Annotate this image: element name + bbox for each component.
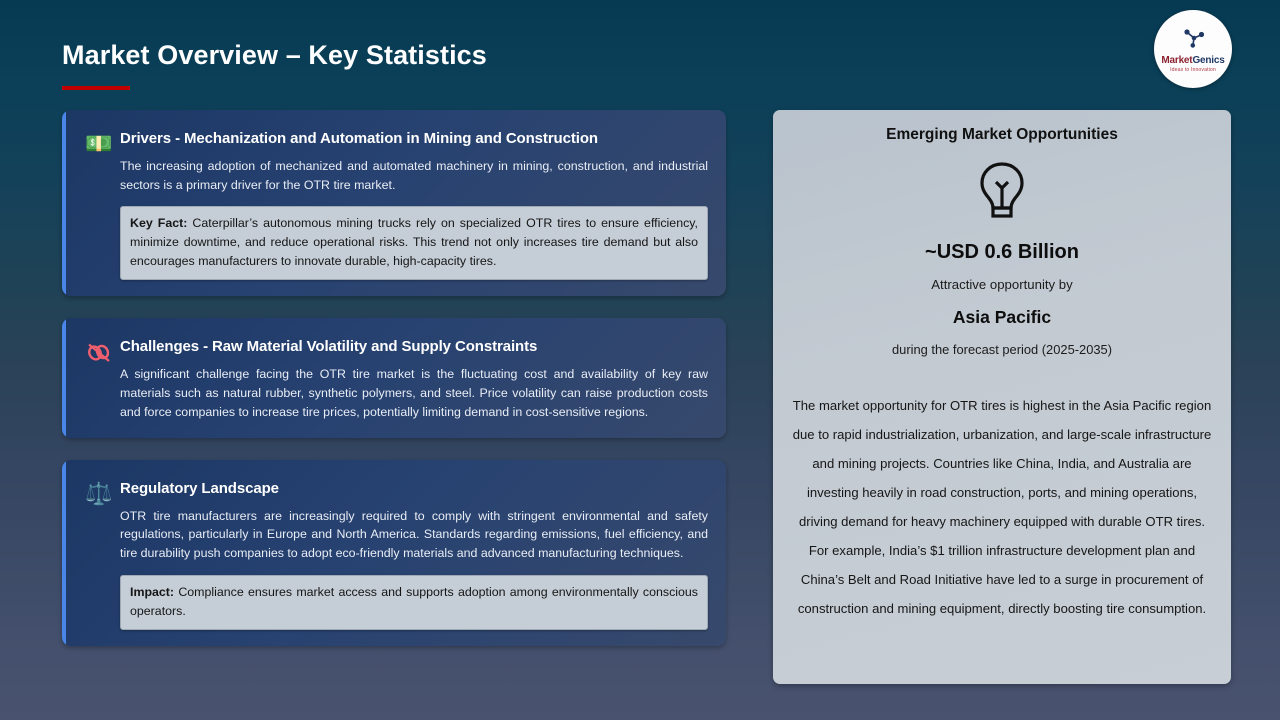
panel-title: Emerging Market Opportunities (886, 126, 1118, 143)
molecule-icon (1180, 28, 1206, 53)
impact-body: Compliance ensures market access and supports adoption among environmentally conscious operators. (130, 584, 698, 618)
opportunity-region: Asia Pacific (952, 307, 1052, 327)
impact-box (120, 575, 708, 630)
logo-wordmark-market: Market (1161, 54, 1193, 66)
impact-label: Impact: (130, 584, 175, 599)
key-fact-text (130, 214, 698, 271)
card-title: Regulatory Landscape (120, 479, 279, 497)
insight-card-challenges[interactable] (62, 318, 726, 437)
opportunity-paragraph: The market opportunity for OTR tires is highest in the Asia Pacific region due to rapid industrialization, urbanization, and large-scale infrastructure and mining projects. Countries like China, India, and Australia are investing heavily in road construction, ports, and mining operations, driving demand for heavy machinery equipped with durable OTR tires. For example, India’s $1 trillion infrastructure development plan and China’s Belt and Road Initiative have led to a surge in procurement of construction and mining equipment, directly boosting tire consumption. (792, 398, 1212, 616)
key-fact-label: Key Fact: (130, 216, 188, 231)
opportunity-subtitle: Attractive opportunity by (931, 277, 1073, 292)
key-fact-body: Caterpillar’s autonomous mining trucks rely on specialized OTR tires to ensure efficiency, minimize downtime, and reduce operational risks. This trend not only increases tire demand but also encourages manufacturers to innovate durable, high-capacity tires. (130, 216, 698, 269)
brand-logo (1154, 10, 1232, 88)
broken-link-icon (78, 334, 120, 369)
title-underline-rule (62, 86, 130, 90)
insight-card-list (62, 110, 726, 668)
logo-wordmark-genics: Genics (1192, 54, 1225, 66)
opportunity-value: ~USD 0.6 Billion (925, 241, 1079, 263)
card-title: Challenges - Raw Material Volatility and Supply Constraints (120, 338, 538, 356)
impact-text (130, 583, 698, 621)
card-description: A significant challenge facing the OTR tire market is the fluctuating cost and availability of key raw materials such as natural rubber, synthetic polymers, and steel. Price volatility can raise production costs and force companies to increase tire prices, potentially limiting demand in cost-sensitive regions. (120, 367, 708, 419)
insight-card-regulatory[interactable] (62, 460, 726, 646)
money-banknote-icon: 💵 (85, 131, 113, 156)
opportunity-period: during the forecast period (2025-2035) (892, 342, 1112, 357)
key-fact-box (120, 206, 708, 280)
lightbulb-icon (791, 160, 1213, 227)
card-description: OTR tire manufacturers are increasingly required to comply with stringent environmental and safety regulations, particularly in Europe and North America. Standards regarding emissions, fuel efficiency, and tire durability push companies to adopt eco-friendly materials and advanced manufacturing techniques. (120, 508, 708, 560)
logo-wordmark (1161, 55, 1224, 66)
insight-card-drivers[interactable] (62, 110, 726, 296)
card-title: Drivers - Mechanization and Automation in Mining and Construction (120, 130, 598, 147)
page-title: Market Overview – Key Statistics (62, 40, 487, 70)
balance-scales-icon: ⚖️ (85, 480, 113, 506)
emerging-opportunities-panel (773, 110, 1231, 684)
logo-tagline: Ideas to Innovation (1170, 66, 1216, 73)
card-description: The increasing adoption of mechanized and automated machinery in mining, construction, and industrial sectors is a primary driver for the OTR tire market. (120, 159, 708, 192)
